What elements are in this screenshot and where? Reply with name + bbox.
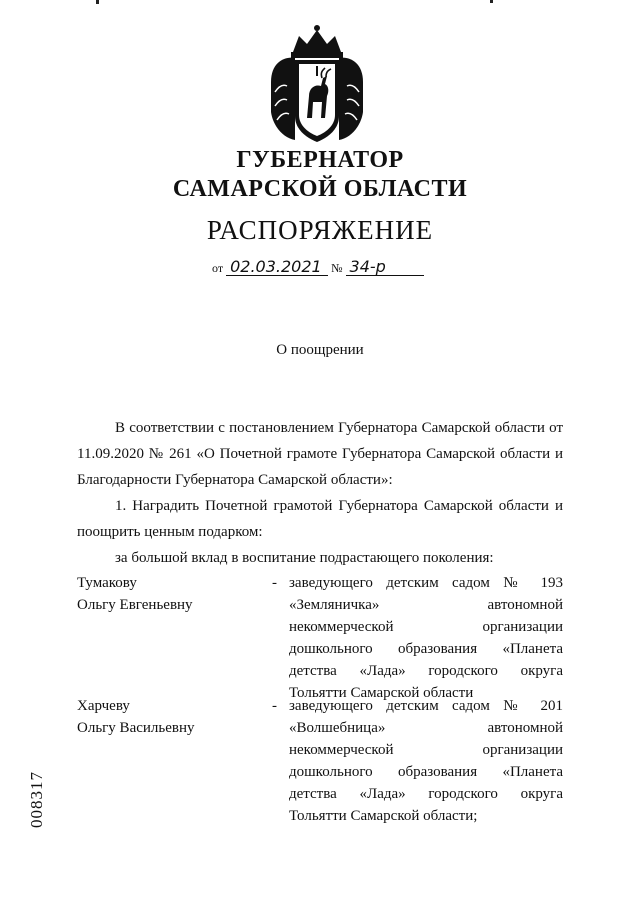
scan-artifact <box>490 0 493 3</box>
subject-line: О поощрении <box>276 342 364 358</box>
scan-artifact <box>96 0 99 4</box>
awardee-position: заведующего детским садом № 201 «Волшебница» автономной некоммерческой организации дошкольного образования «Планета детства «Лада» городского округа Тольятти Самарской области; <box>289 698 563 824</box>
number-value: 34-р <box>346 259 424 276</box>
title-line-2: САМАРСКОЙ ОБЛАСТИ <box>172 176 468 202</box>
date-number-line <box>212 259 424 276</box>
serial-number: 008317 <box>27 771 46 828</box>
awardee-dash: - <box>272 698 277 714</box>
awardee-name: Харчеву Ольгу Васильевну <box>77 698 195 736</box>
awardee-name: Тумакову Ольгу Евгеньевну <box>77 575 193 613</box>
paragraph-order-1: 1. Наградить Почетной грамотой Губернатора Самарской области и поощрить ценным подарком: <box>77 498 563 540</box>
date-value: 02.03.2021 <box>226 259 328 276</box>
awardee-position: заведующего детским садом № 193 «Земляничка» автономной некоммерческой организации дошкольного образования «Планета детства «Лада» городского округа Тольятти Самарской области <box>289 575 563 701</box>
title-line-1: ГУБЕРНАТОР <box>236 147 404 173</box>
paragraph-basis: В соответствии с постановлением Губернатора Самарской области от 11.09.2020 № 261 «О Почетной грамоте Губернатора Самарской области и Благодарности Губернатора Самарской области»: <box>77 420 563 488</box>
paragraph-reason: за большой вклад в воспитание подрастающего поколения: <box>115 550 494 566</box>
coat-of-arms-icon <box>265 22 369 150</box>
document-type: РАСПОРЯЖЕНИЕ <box>206 215 434 245</box>
date-prefix: от <box>212 261 224 275</box>
number-prefix: № <box>331 261 343 275</box>
awardee-dash: - <box>272 575 277 591</box>
